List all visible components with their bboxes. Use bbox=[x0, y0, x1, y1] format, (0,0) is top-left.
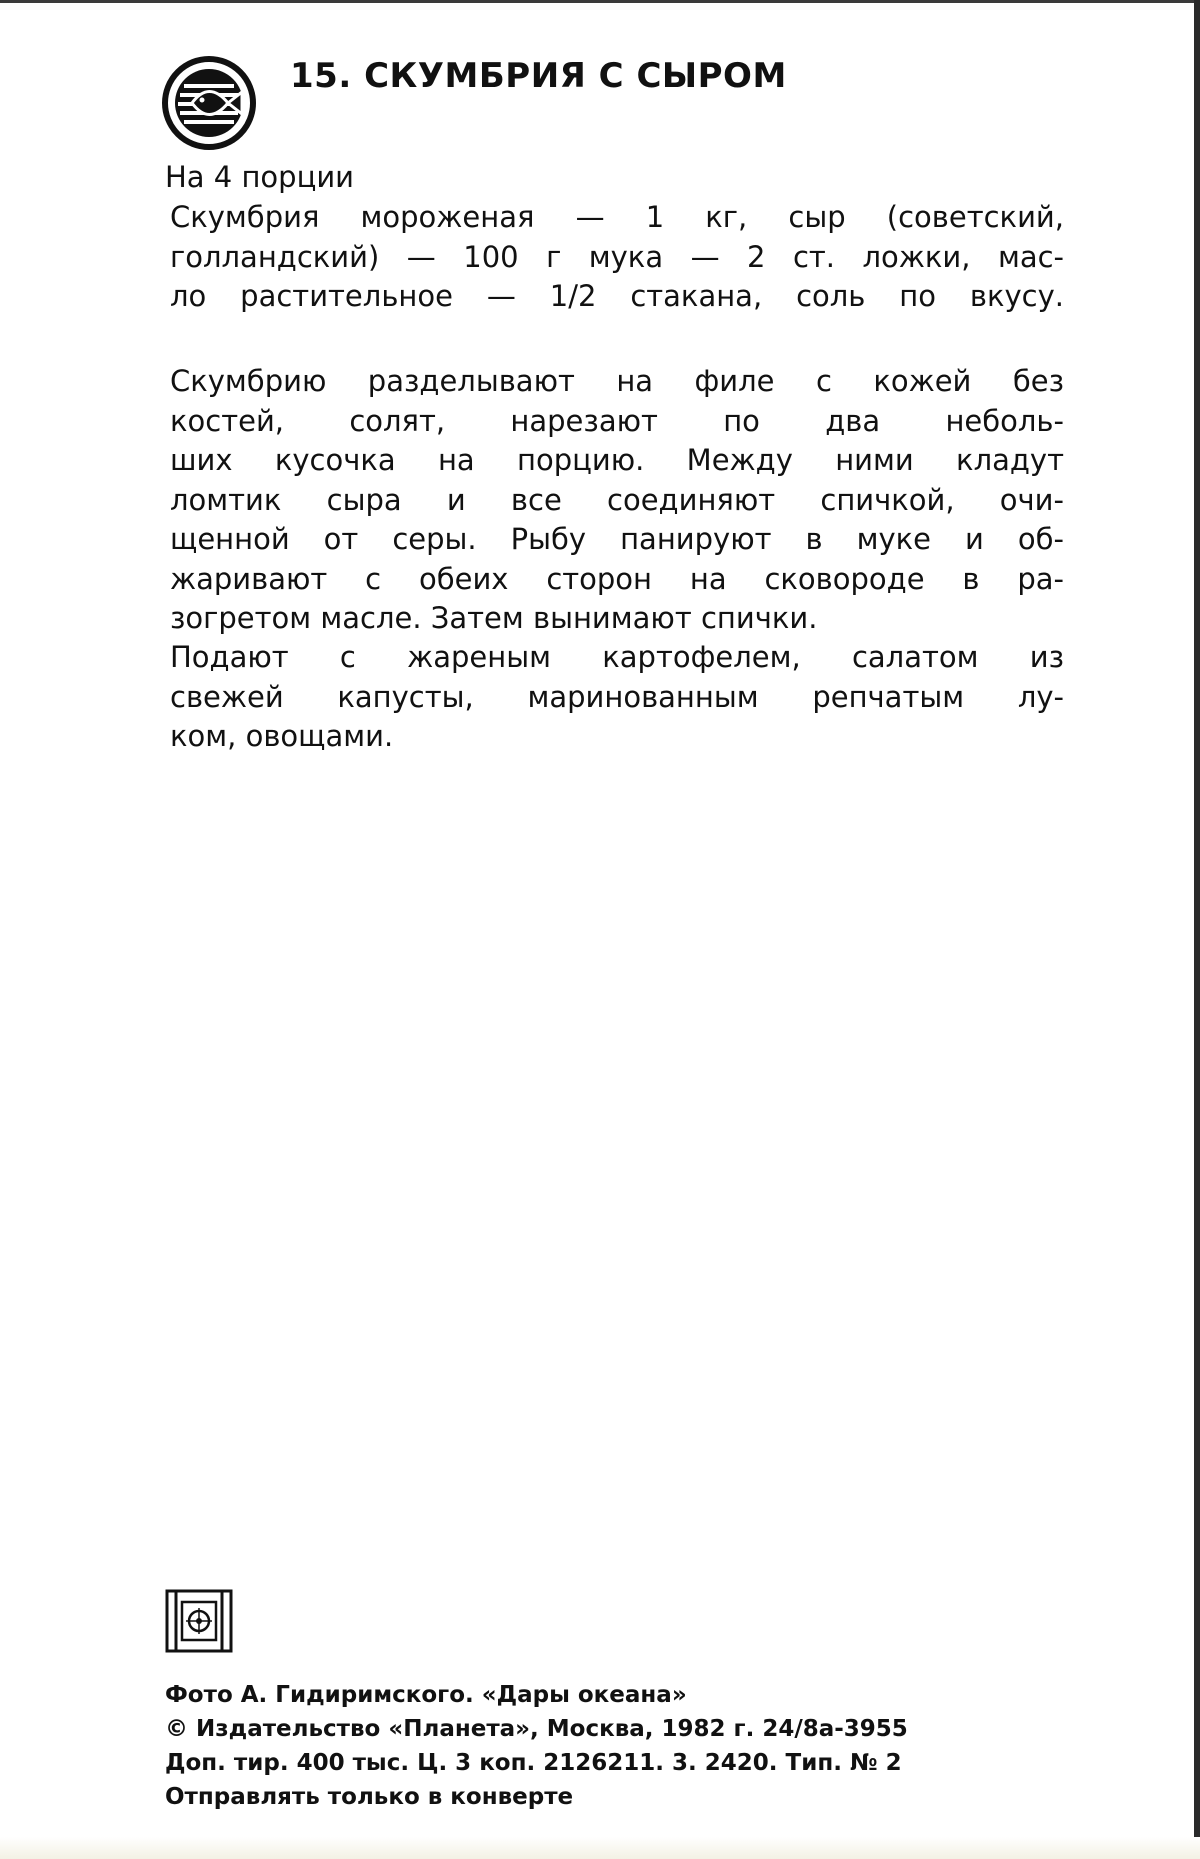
serving-line: Подают с жареным картофелем, салатом из bbox=[170, 640, 1064, 674]
method-line: жаривают с обеих сторон на сковороде в ра- bbox=[170, 561, 1064, 596]
serving-line: свежей капусты, маринованным репчатым лу- bbox=[170, 679, 1064, 714]
method-line: зогретом масле. Затем вынимают спички. bbox=[170, 601, 818, 635]
method-line: Скумбрию разделывают на филе с кожей без bbox=[170, 364, 1064, 398]
serving-line: ком, овощами. bbox=[170, 719, 394, 753]
imprint-block bbox=[165, 1678, 1065, 1814]
ingredients-line: ло растительное — 1/2 стакана, соль по вкусу. bbox=[170, 279, 1064, 313]
ingredients-line: Скумбрия мороженая — 1 кг, сыр (советский, bbox=[170, 200, 1064, 234]
book-emblem-icon bbox=[164, 1588, 234, 1654]
method-line: ших кусочка на порцию. Между ними кладут bbox=[170, 443, 1064, 477]
servings-note: На 4 порции bbox=[165, 160, 355, 194]
method-line: щенной от серы. Рыбу панируют в муке и об- bbox=[170, 522, 1064, 556]
imprint-line-publisher: © Издательство «Планета», Москва, 1982 г. 24/8а-3955 bbox=[165, 1716, 908, 1742]
method-line: костей, солят, нарезают по два неболь- bbox=[170, 403, 1064, 438]
imprint-line-photo: Фото А. Гидиримского. «Дары океана» bbox=[165, 1682, 687, 1708]
ingredients-line: голландский) — 100 г мука — 2 ст. ложки, мас- bbox=[170, 239, 1064, 274]
imprint-line-print-run: Доп. тир. 400 тыс. Ц. 3 коп. 2126211. 3. 2420. Тип. № 2 bbox=[165, 1750, 902, 1776]
method-line: ломтик сыра и все соединяют спичкой, очи- bbox=[170, 482, 1064, 517]
imprint-line-mailing: Отправлять только в конверте bbox=[165, 1784, 574, 1810]
recipe-title: 15. СКУМБРИЯ С СЫРОМ bbox=[290, 56, 787, 96]
scan-edge-right bbox=[1194, 0, 1200, 1859]
scan-edge-top bbox=[0, 0, 1200, 3]
serving-paragraph bbox=[170, 638, 1064, 757]
fish-emblem-icon bbox=[162, 56, 256, 150]
ingredients-paragraph bbox=[170, 198, 1064, 317]
scan-edge-bottom bbox=[0, 1837, 1200, 1859]
method-paragraph bbox=[170, 362, 1064, 639]
